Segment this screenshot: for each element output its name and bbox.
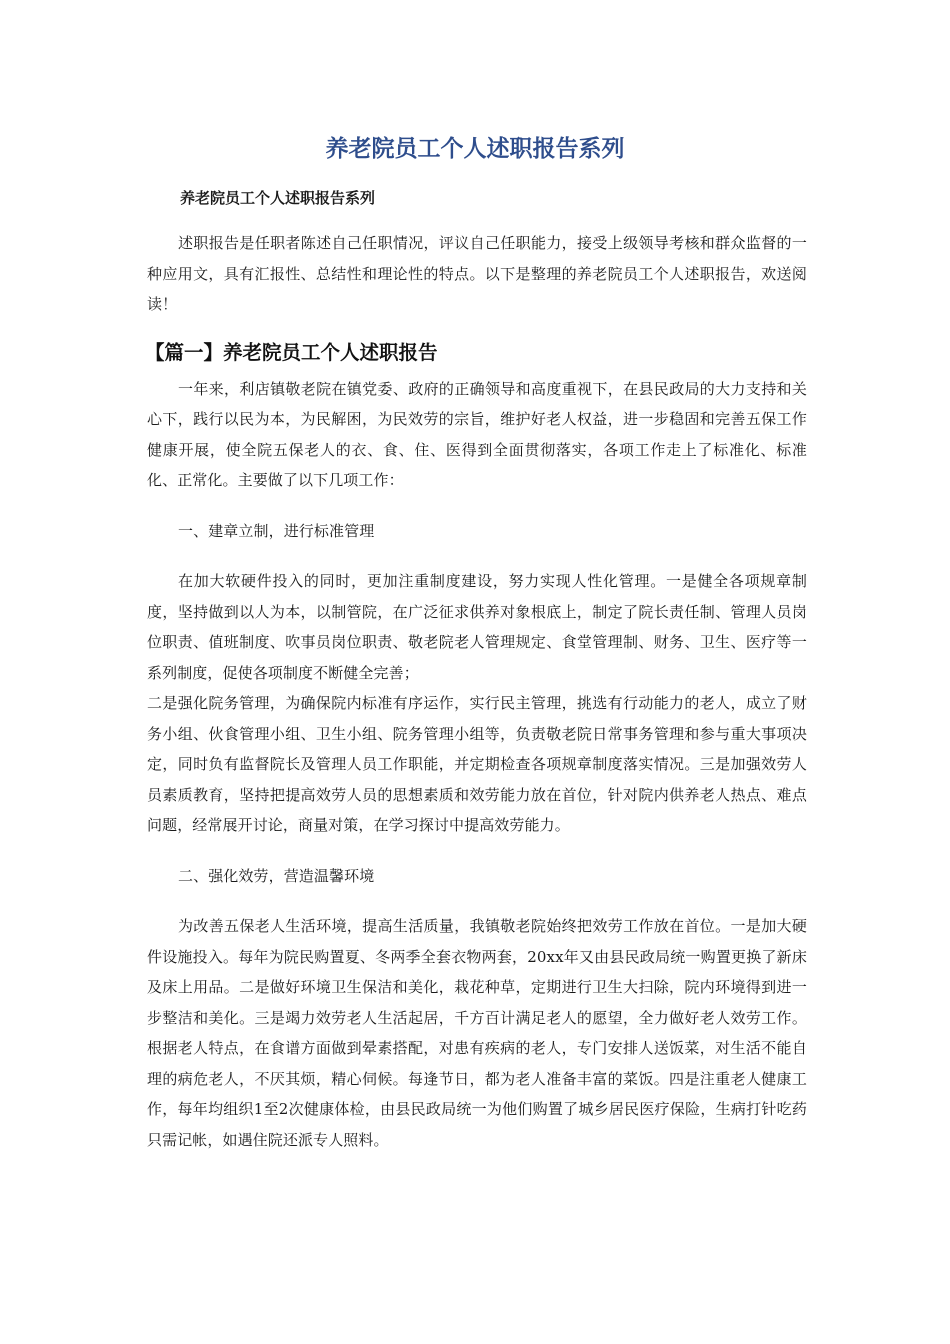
paragraph-3: 二是强化院务管理，为确保院内标准有序运作，实行民主管理，挑选有行动能力的老人，成立了财务小组、伙食管理小组、卫生小组、院务管理小组等，负责敬老院日常事务管理和参与重大事项决定，同时负有监督院长及管理人员工作职能，并定期检查各项规章制度落实情况。三是加强效劳人员素质教育，坚持把提高效劳人员的思想素质和效劳能力放在首位，针对院内供养老人热点、难点问题，经常展开讨论，商量对策，在学习探讨中提高效劳能力。	[147, 694, 807, 834]
paragraph-2: 在加大软硬件投入的同时，更加注重制度建设，努力实现人性化管理。一是健全各项规章制度，坚持做到以人为本，以制管院，在广泛征求供养对象根底上，制定了院长责任制、管理人员岗位职责、值班制度、吹事员岗位职责、敬老院老人管理规定、食堂管理制、财务、卫生、医疗等一系列制度，促使各项制度不断健全完善；	[147, 572, 807, 682]
document-body	[147, 228, 807, 1155]
subheading-2: 二、强化效劳，营造温馨环境	[178, 866, 375, 885]
section-heading: 【篇一】养老院员工个人述职报告	[145, 340, 438, 364]
document-title: 养老院员工个人述职报告系列	[325, 136, 625, 162]
intro-paragraph: 述职报告是任职者陈述自己任职情况，评议自己任职能力，接受上级领导考核和群众监督的一种应用文，具有汇报性、总结性和理论性的特点。以下是整理的养老院员工个人述职报告，欢送阅读！	[147, 234, 807, 313]
paragraph-4: 为改善五保老人生活环境，提高生活质量，我镇敬老院始终把效劳工作放在首位。一是加大硬件设施投入。每年为院民购置夏、冬两季全套衣物两套，20xx年又由县民政局统一购置更换了新床及床上用品。二是做好环境卫生保洁和美化，栽花种草，定期进行卫生大扫除，院内环境得到进一步整洁和美化。三是竭力效劳老人生活起居，千方百计满足老人的愿望，全力做好老人效劳工作。根据老人特点，在食谱方面做到晕素搭配，对患有疾病的老人，专门安排人送饭菜，对生活不能自理的病危老人，不厌其烦，精心伺候。每逢节日，都为老人准备丰富的菜饭。四是注重老人健康工作，每年均组织1至2次健康体检，由县民政局统一为他们购置了城乡居民医疗保险，生病打针吃药只需记帐，如遇住院还派专人照料。	[147, 917, 807, 1149]
subheading-1: 一、建章立制，进行标准管理	[178, 521, 375, 540]
paragraph-1: 一年来，利店镇敬老院在镇党委、政府的正确领导和高度重视下，在县民政局的大力支持和关心下，践行以民为本，为民解困，为民效劳的宗旨，维护好老人权益，进一步稳固和完善五保工作健康开展，使全院五保老人的衣、食、住、医得到全面贯彻落实，各项工作走上了标准化、标准化、正常化。主要做了以下几项工作：	[147, 379, 807, 489]
document-subtitle: 养老院员工个人述职报告系列	[180, 189, 376, 207]
